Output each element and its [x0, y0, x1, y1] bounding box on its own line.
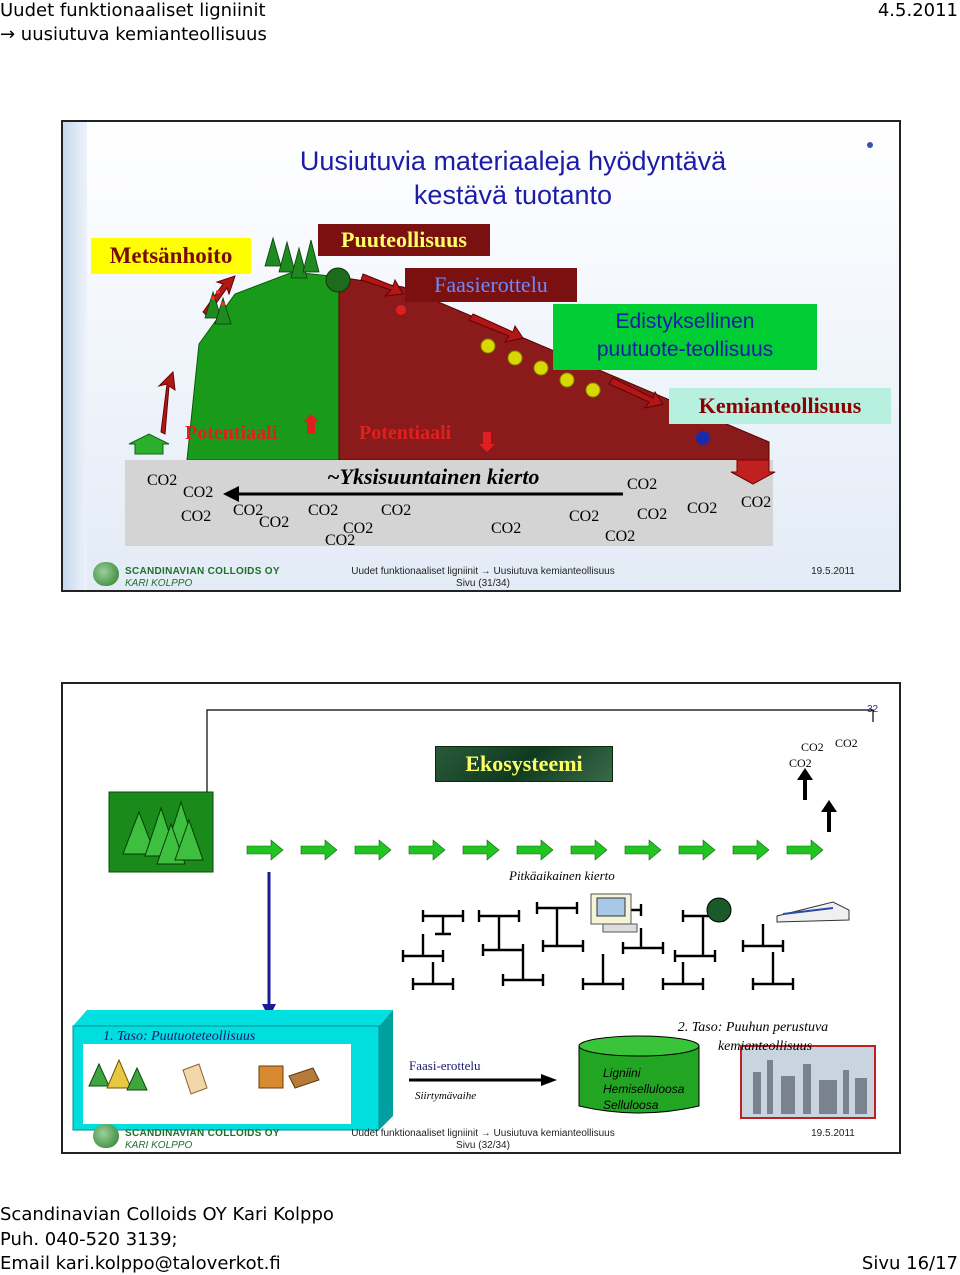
- potentiaali-left: Potentiaali: [185, 422, 278, 444]
- edistyksellinen-box: [553, 304, 817, 370]
- taso2-label: [653, 1018, 853, 1056]
- footer-page-number: Sivu 16/17: [861, 1253, 958, 1274]
- logo-person: KARI KOLPPO: [125, 1140, 193, 1151]
- taso1-label: 1. Taso: Puutuoteteollisuus: [103, 1029, 256, 1044]
- co2-label: CO2: [308, 502, 339, 519]
- slide-32: [61, 682, 901, 1154]
- co2-label: CO2: [381, 502, 412, 519]
- black-up-arrow: [797, 768, 813, 800]
- train-icon: [777, 902, 849, 922]
- cylinder-item: Selluloosa: [603, 1098, 659, 1112]
- co2-label: CO2: [259, 514, 290, 531]
- green-ball: [326, 268, 350, 292]
- logo-name: SCANDINAVIAN COLLOIDS OY: [125, 1128, 280, 1139]
- co2-label: CO2: [181, 508, 212, 525]
- kemianteollisuus-label: Kemianteollisuus: [669, 388, 891, 424]
- yellow-ball: [534, 361, 548, 375]
- blue-ball: [696, 431, 710, 445]
- cylinder-item: Ligniini: [603, 1066, 641, 1080]
- logo-name: SCANDINAVIAN COLLOIDS OY: [125, 566, 280, 577]
- co2-label: CO2: [147, 472, 178, 489]
- slide-number: 32: [867, 704, 879, 715]
- yellow-ball: [481, 339, 495, 353]
- slide-footer-date: 19.5.2011: [811, 1128, 855, 1139]
- slide-31: [61, 120, 901, 592]
- co2-label: CO2: [605, 528, 636, 545]
- company-logo: [93, 1124, 119, 1148]
- cylinder-item: Hemiselluloosa: [603, 1082, 685, 1096]
- puuteollisuus-label: Puuteollisuus: [318, 224, 490, 256]
- page-header-date: 4.5.2011: [877, 0, 958, 21]
- edistyksellinen-line1: Edistyksellinen: [615, 310, 755, 333]
- co2-label: CO2: [569, 508, 600, 525]
- faasi-erottelu-label: Faasi-erottelu: [409, 1058, 481, 1073]
- page-header-title: Uudet funktionaaliset ligniinit: [0, 0, 266, 21]
- slide-title-line1: Uusiutuvia materiaaleja hyödyntävä: [299, 146, 727, 176]
- red-arrow: [159, 372, 175, 434]
- co2-label: CO2: [343, 520, 374, 537]
- phone-icon: [707, 898, 731, 922]
- co2-label: CO2: [835, 736, 858, 750]
- co2-label: CO2: [789, 756, 812, 770]
- edistyksellinen-line2: puutuote-teollisuus: [596, 338, 774, 361]
- green-up-arrow: [129, 434, 169, 454]
- taso1-box-top: [73, 1010, 393, 1026]
- slide-title-line2: kestävä tuotanto: [413, 180, 613, 210]
- co2-label: CO2: [687, 500, 718, 517]
- footer-email: Email kari.kolppo@taloverkot.fi: [0, 1253, 281, 1274]
- slide-footer-page: Sivu (32/34): [456, 1140, 510, 1151]
- black-up-arrow: [821, 800, 837, 832]
- pitkaaikainen-label: Pitkäaikainen kierto: [509, 868, 615, 883]
- ekosysteemi-label: Ekosysteemi: [435, 746, 613, 782]
- green-arrow-row: [247, 840, 823, 860]
- faasi-arrowhead: [541, 1074, 557, 1086]
- potentiaali-right: Potentiaali: [359, 422, 452, 444]
- slide-footer-date: 19.5.2011: [811, 566, 855, 577]
- logo-person: KARI KOLPPO: [125, 578, 193, 589]
- slide-footer-page: Sivu (31/34): [456, 578, 510, 589]
- co2-label: CO2: [627, 476, 658, 493]
- co2-label: CO2: [801, 740, 824, 754]
- footer-phone: Puh. 040-520 3139;: [0, 1229, 178, 1250]
- co2-label: CO2: [741, 494, 772, 511]
- slide-footer-title: Uudet funktionaaliset ligniinit → Uusiutuva kemianteollisuus: [351, 1128, 615, 1139]
- red-ball: [396, 305, 406, 315]
- co2-label: CO2: [325, 532, 356, 549]
- page-header-subtitle: → uusiutuva kemianteollisuus: [0, 24, 267, 45]
- yellow-ball: [508, 351, 522, 365]
- taso1-box-side: [379, 1010, 393, 1130]
- yellow-ball: [560, 373, 574, 387]
- footer-company: Scandinavian Colloids OY Kari Kolppo: [0, 1204, 334, 1225]
- taso2-line2: kemianteollisuus: [717, 1039, 813, 1054]
- co2-label: CO2: [491, 520, 522, 537]
- co2-label: CO2: [637, 506, 668, 523]
- yellow-ball: [586, 383, 600, 397]
- siirtymavaihe-label: Siirtymävaihe: [415, 1090, 477, 1102]
- taso2-line1: 2. Taso: Puuhun perustuva: [677, 1020, 829, 1035]
- faasierottelu-label: Faasierottelu: [405, 268, 577, 302]
- kierto-label: ~Yksisuuntainen kierto: [327, 464, 540, 489]
- slide-footer-title: Uudet funktionaaliset ligniinit → Uusiutuva kemianteollisuus: [351, 566, 615, 577]
- company-logo: [93, 562, 119, 586]
- co2-label: CO2: [233, 502, 264, 519]
- co2-label: CO2: [183, 484, 214, 501]
- metsanhoito-label: Metsänhoito: [91, 238, 251, 274]
